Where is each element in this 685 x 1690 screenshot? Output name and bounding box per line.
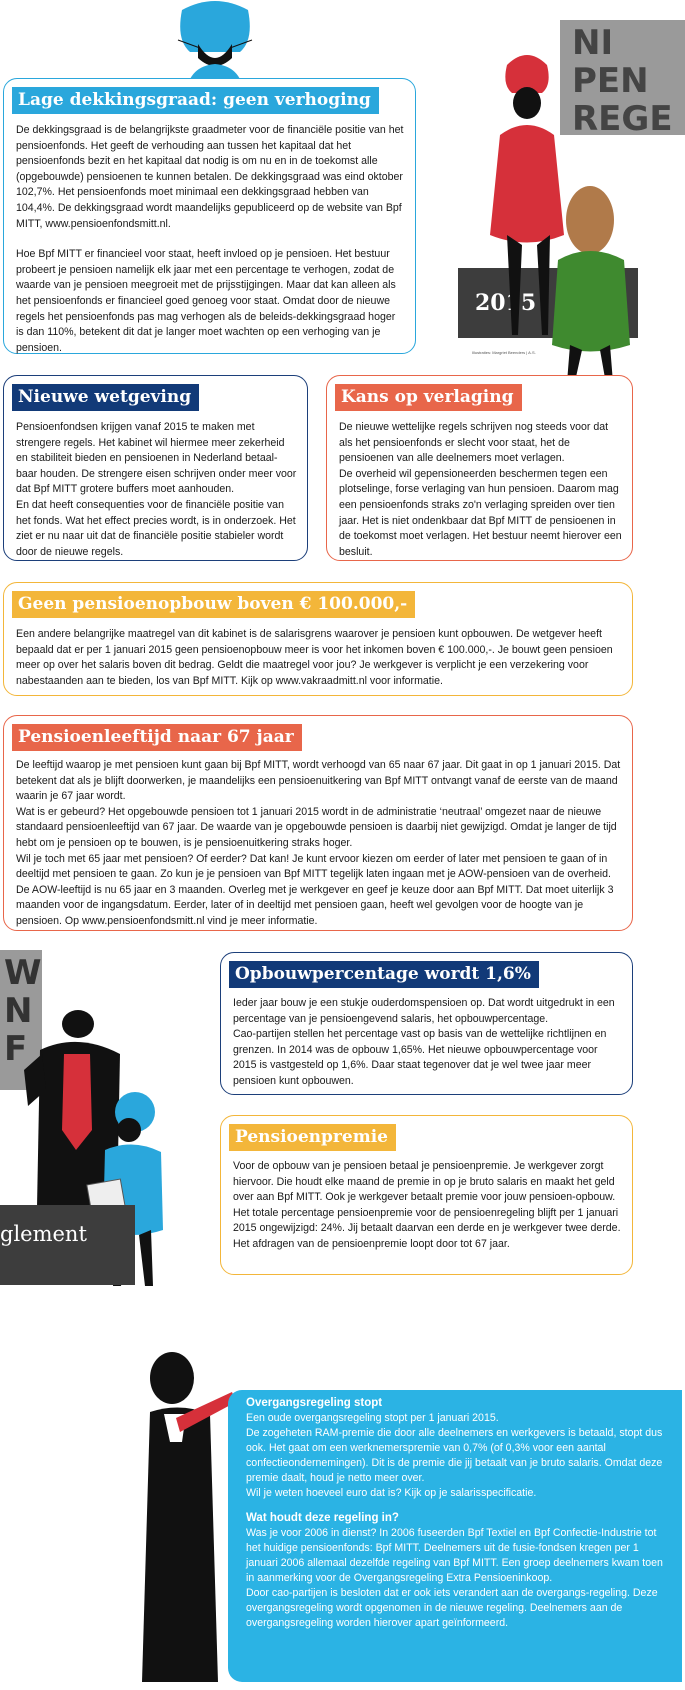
- premie-title: Pensioenpremie: [229, 1124, 396, 1151]
- leeftijd-paragraph-3: Wil je toch met 65 jaar met pensioen? Of eerder? Dat kan! Je kunt ervoor kiezen om eerder of later met pensioen te gaan of in deeltijd met pensioen te gaan. Zo kun je je pensioen van Bpf MITT tegelijk laten ingaan met je AOW-pensioen van de overheid. De AOW-leeftijd is nu 65 jaar en 3 maanden. Overleg met je werkgever en geef je keuze door aan Bpf MITT. Dat moet uiterlijk 3 maanden voor de ingangsdatum. Eerder, later of in deeltijd met pensioen gaan, heeft wel gevolgen voor de hoogte van je pensioen. Op www.pensioenfondsmitt.nl vind je meer informatie.: [16, 852, 614, 927]
- reglement-label: glement: [0, 1222, 87, 1246]
- opbouwgrens-section: [3, 582, 633, 696]
- verlaging-paragraph-1: De nieuwe wettelijke regels schrijven nog steeds voor dat als het pensioenfonds er slecht voor staat, het de pensioenen van alle deelnemers moet verlagen.: [339, 421, 609, 465]
- wetgeving-section: [3, 375, 308, 561]
- premie-paragraph-1: Voor de opbouw van je pensioen betaal je pensioenpremie. Je werkgever zorgt hiervoor. Die houdt elke maand de premie in op je bruto salaris en maakt het geld over aan Bpf MITT. Ook je werkgever betaalt premie voor jouw pensioen-opbouw.: [233, 1160, 616, 1204]
- leeftijd-paragraph-1: De leeftijd waarop je met pensioen kunt gaan bij Bpf MITT, wordt verhoogd van 65 naar 67 jaar. Dit gaat in op 1 januari 2015. Dat betekent dat als je blijft doorwerken, je maandelijks een pensioenuitkering van Bpf MITT ontvangt vanaf de eerste van de maand waarin je 67 jaar wordt.: [16, 759, 621, 803]
- dekkingsgraad-section: [3, 78, 416, 354]
- man-tie-illustration: [120, 1352, 240, 1682]
- dekkingsgraad-paragraph-1: De dekkingsgraad is de belangrijkste graadmeter voor de financiële positie van het pensioenfonds. Het geeft de verhouding aan tussen het kapitaal dat het pensioenfonds bezit en het kapitaal dat nodig is om nu en in de toekomst alle (opgebouwde) pensioenen te kunnen betalen. De dekkingsgraad was eind oktober 102,7%. Het pensioenfonds moet minimaal een dekkingsgraad hebben van 104,4%. De dekkingsgraad wordt maandelijks gepubliceerd op de website van Bpf MITT, www.pensioenfondsmitt.nl.: [16, 124, 404, 230]
- illustration-credit: Illustraties: Margriet Beenders | A.S.: [472, 350, 536, 355]
- leeftijd-title: Pensioenleeftijd naar 67 jaar: [12, 724, 302, 751]
- opbouwgrens-title: Geen pensioenopbouw boven € 100.000,-: [12, 591, 415, 618]
- overgangsregeling-text-1: Een oude overgangsregeling stopt per 1 januari 2015.: [246, 1412, 499, 1424]
- wetgeving-title: Nieuwe wetgeving: [12, 384, 199, 411]
- opbouwpercentage-paragraph-1: Ieder jaar bouw je een stukje ouderdomspensioen op. Dat wordt uitgedrukt in een percentage van je pensioengevend salaris, het opbouwpercentage.: [233, 997, 615, 1025]
- overgangsregeling-heading: Overgangsregeling stopt: [246, 1397, 383, 1409]
- overgangsregeling-text-2: De zogeheten RAM-premie die door alle deelnemers en werkgevers is betaald, stopt dus ook. Het gaat om een werknemerspremie van 0,7% (of 0,3% voor een aantal confectieondernemingen). Dit is de premie die jij betaalt van je bruto salaris. Omdat deze premie daalt, houd je netto meer over.: [246, 1427, 663, 1484]
- dekkingsgraad-title: Lage dekkingsgraad: geen verhoging: [12, 87, 379, 114]
- regeling-inhoud-heading: Wat houdt deze regeling in?: [246, 1512, 399, 1524]
- premie-section: [220, 1115, 633, 1275]
- leeftijd-paragraph-2: Wat is er gebeurd? Het opgebouwde pensioen tot 1 januari 2015 wordt in de administratie ‘neutraal’ omgezet naar de nieuwe standaard pensioenleeftijd van 67 jaar. De waarde van je opgebouwde pensioen is daarbij niet gewijzigd. Omdat je langer de tijd hebt om je pensioen op te bouwen, is je pensioenuitkering straks hoger.: [16, 805, 617, 849]
- overgangsregeling-section: [228, 1390, 682, 1682]
- overgangsregeling-text-3: Wil je weten hoeveel euro dat is? Kijk op je salarisspecificatie.: [246, 1487, 537, 1499]
- wetgeving-paragraph-2: En dat heeft consequenties voor de financiële positie van het fonds. Wat het effect precies wordt, is in onderzoek. Het ziet er nu naar uit dat de financiële positie stabieler wordt door de nieuwe regels.: [16, 498, 296, 558]
- premie-paragraph-2: Het totale percentage pensioenpremie voor de pensioenregeling blijft per 1 januari 2015 ongewijzigd: 24%. Jij betaalt daarvan een derde en je werkgever twee derde. Het afdragen van de pensioenpremie loopt door tot 67 jaar.: [233, 1206, 621, 1250]
- verlaging-section: [326, 375, 633, 561]
- opbouwpercentage-title: Opbouwpercentage wordt 1,6%: [229, 961, 539, 988]
- leeftijd-section: [3, 715, 633, 931]
- opbouwpercentage-section: [220, 952, 633, 1095]
- woman-green-coat-illustration: [540, 180, 640, 400]
- opbouwpercentage-paragraph-2: Cao-partijen stellen het percentage vast op basis van de wettelijke richtlijnen en grenzen. In 2014 was de opbouw 1,65%. Het nieuwe opbouwpercentage voor 2015 is vastgesteld op 1,6%. Daar staat tegenover dat je wel twee jaar meer pensioen kunt opbouwen.: [233, 1028, 607, 1087]
- sign-illustration-top: NI PEN REGE: [560, 20, 685, 135]
- sign-illustration-left: W N F: [0, 950, 42, 1090]
- wetgeving-paragraph-1: Pensioenfondsen krijgen vanaf 2015 te maken met strengere regels. Het kabinet wil hiermee meer zekerheid en stabiliteit bieden en pensioenen in Nederland betaal-baar houden. De strengere eisen schrijven onder meer voor dat Bpf MITT grotere buffers moet aanhouden.: [16, 421, 297, 496]
- year-label: 2015: [475, 290, 537, 316]
- regeling-inhoud-text-2: Door cao-partijen is besloten dat er ook iets verandert aan de overgangs-regeling. Deze overgangsregeling wordt opgenomen in de nieuwe regeling. Deelnemers aan de overgangsregeling worden hierover apart geïnformeerd.: [246, 1587, 658, 1629]
- verlaging-paragraph-2: De overheid wil gepensioneerden beschermen tegen een plotselinge, forse verlaging van hun pensioen. Daarom mag een pensioenfonds straks zo'n verlaging spreiden over tien jaar. Het is niet ondenkbaar dat Bpf MITT de pensioenen in de toekomst moet verlagen. Het bestuur neemt hierover een besluit.: [339, 467, 622, 558]
- dekkingsgraad-paragraph-2: Hoe Bpf MITT er financieel voor staat, heeft invloed op je pensioen. Het bestuur probeert je pensioen namelijk elk jaar met een percentage te verhogen, zodat de waarde van je pensioen meegroeit met de prijsstijgingen. Maar dat kan alleen als het pensioenfonds er financieel goed genoeg voor staat. Omdat door de nieuwe regels het pensioenfonds pas mag verhogen als de beleids-dekkingsgraad hoger is dan 110%, betekent dit dat je langer moet wachten op een verhoging van je pensioen.: [16, 248, 396, 354]
- regeling-inhoud-text-1: Was je voor 2006 in dienst? In 2006 fuseerden Bpf Textiel en Bpf Confectie-Industrie tot het huidige pensioenfonds: Bpf MITT. Deelnemers uit de fusie-fondsen kregen per 1 januari 2006 allemaal dezelfde regeling van Bpf MITT. Een groep deelnemers kwam toen in aanmerking voor de Overgangsregeling Extra Pensioeninkoop.: [246, 1527, 663, 1584]
- verlaging-title: Kans op verlaging: [335, 384, 522, 411]
- opbouwgrens-paragraph-1: Een andere belangrijke maatregel van dit kabinet is de salarisgrens waarover je pensioen kunt opbouwen. De wetgever heeft bepaald dat er per 1 januari 2015 geen pensioenopbouw meer is voor het inkomen boven € 100.000,-. Je bouwt geen pensioen meer op over het salaris boven dit bedrag. Geldt die maatregel voor jou? Je werkgever is verplicht je een verzekering voor nabestaanden aan te bieden, los van Bpf MITT. Kijk op www.vakraadmitt.nl voor informatie.: [16, 628, 613, 687]
